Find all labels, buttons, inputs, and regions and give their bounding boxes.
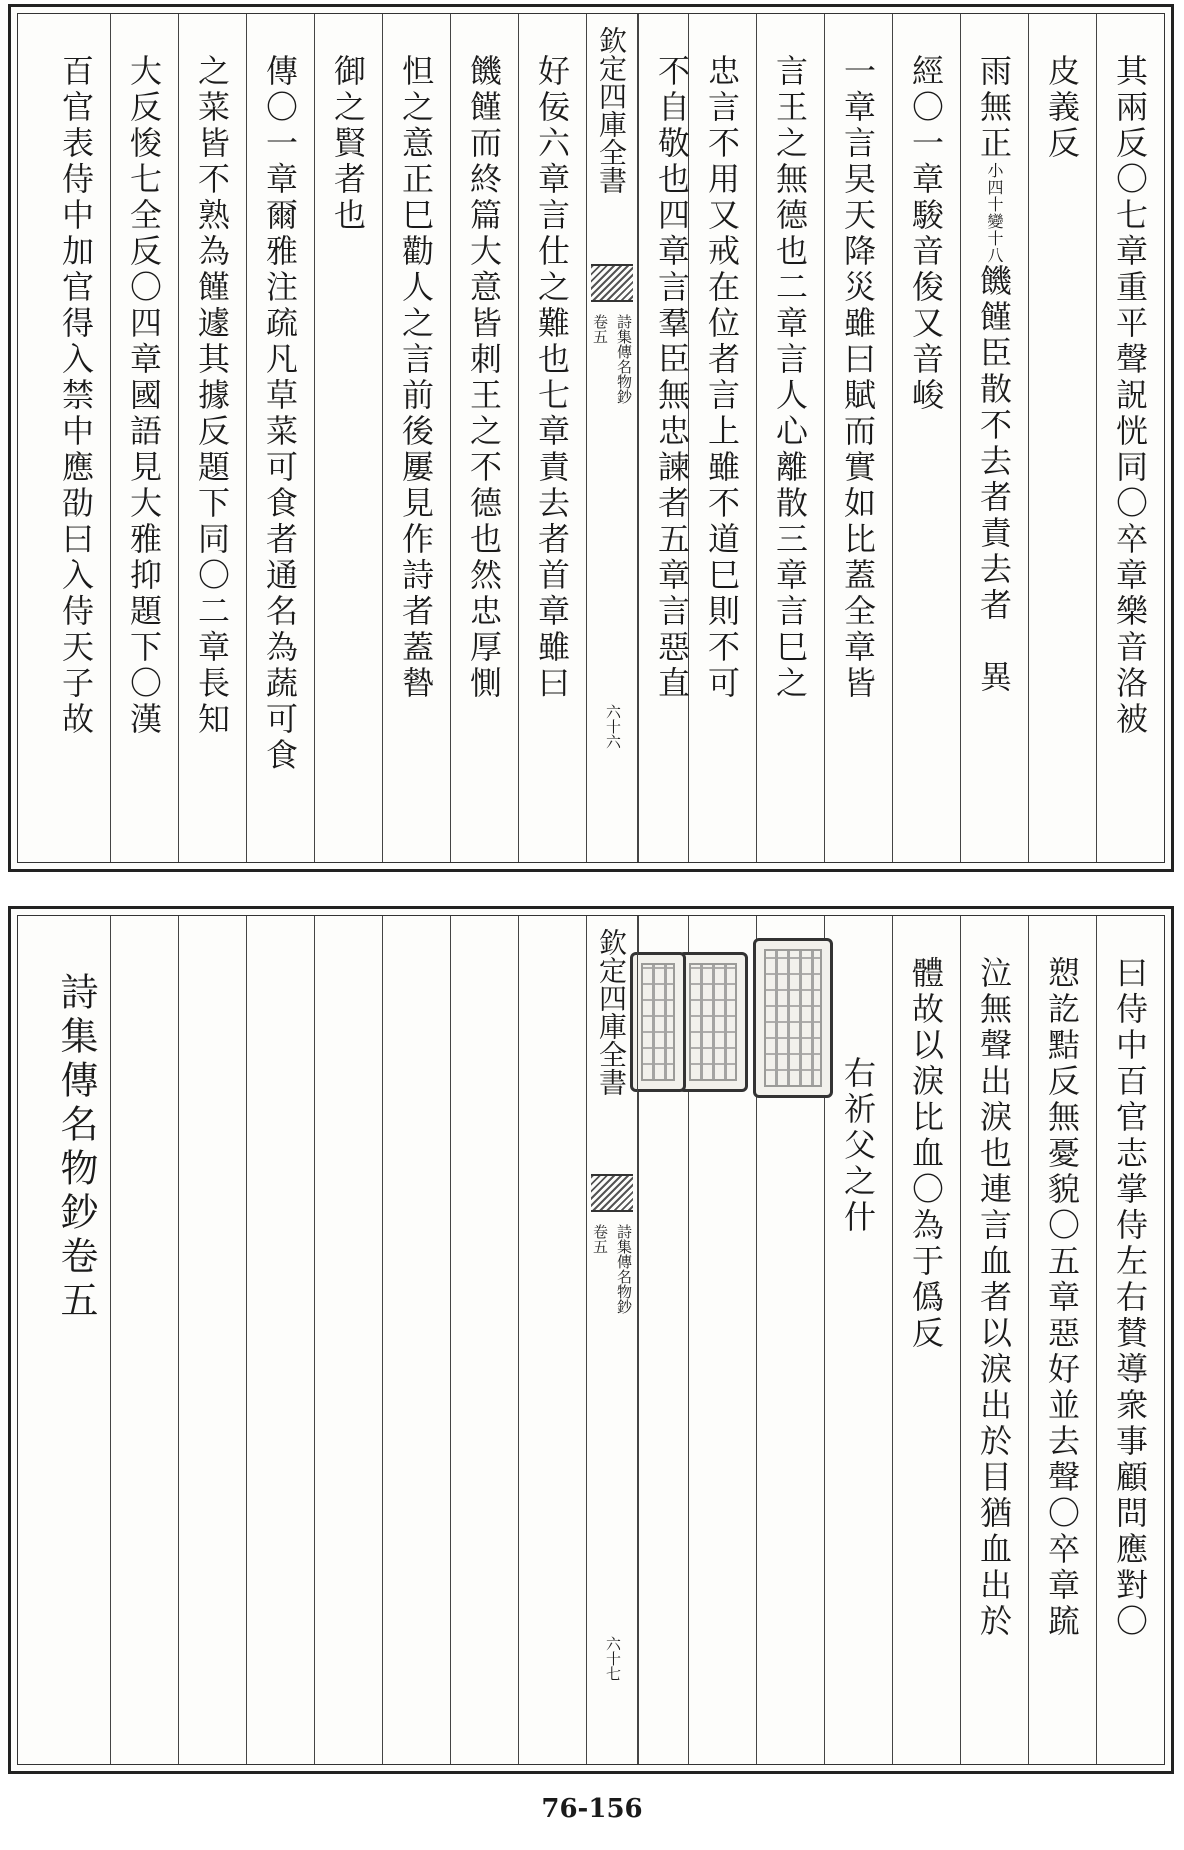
fold-title: 欽定四庫全書 bbox=[595, 928, 628, 1096]
fold-volume: 卷五 bbox=[591, 1224, 609, 1254]
text-column: 言王之無德也二章言人心離散三章言巳之 bbox=[756, 14, 824, 862]
fold-page-number: 六十六 bbox=[604, 704, 622, 749]
empty-column bbox=[178, 916, 246, 1764]
text-column-head: 雨無正 bbox=[975, 54, 1013, 162]
text-column: 御之賢者也 bbox=[314, 14, 382, 862]
center-fold bbox=[586, 14, 638, 862]
text-column: 饑饉而終篇大意皆刺王之不德也然忠厚惻 bbox=[450, 14, 518, 862]
seal-stamp bbox=[630, 952, 686, 1092]
text-column: 怛之意正巳勸人之言前後屢見作詩者蓋暬 bbox=[382, 14, 450, 862]
volume-end-title: 詩集傳名物鈔卷五 bbox=[54, 972, 98, 1324]
empty-column bbox=[450, 916, 518, 1764]
empty-column bbox=[382, 916, 450, 1764]
text-column-tail: 饑饉臣散不去者責去者 異 bbox=[975, 264, 1013, 696]
seal-stamp bbox=[678, 952, 748, 1092]
fold-title: 欽定四庫全書 bbox=[595, 26, 628, 194]
text-column: 忠言不用又戒在位者言上雖不道巳則不可 bbox=[688, 14, 756, 862]
text-column: 不自敬也四章言羣臣無忠諫者五章言惡直 bbox=[638, 14, 706, 862]
fold-page-number: 六十七 bbox=[604, 1636, 622, 1681]
text-column: 曰侍中百官志掌侍左右賛導衆事顧問應對〇 bbox=[1096, 916, 1164, 1764]
text-column: 之菜皆不熟為饉遽其據反題下同〇二章長知 bbox=[178, 14, 246, 862]
fishtail-ornament bbox=[591, 1174, 633, 1212]
bottom-page-frame bbox=[17, 915, 1165, 1765]
text-column: 泣無聲出淚也連言血者以淚出於目猶血出於 bbox=[960, 916, 1028, 1764]
text-column bbox=[960, 14, 1028, 862]
text-column: 經〇一章駿音俊又音峻 bbox=[892, 14, 960, 862]
empty-column bbox=[518, 916, 586, 1764]
fold-volume: 卷五 bbox=[591, 314, 609, 344]
fold-book-title: 詩集傳名物鈔 bbox=[615, 314, 633, 404]
center-fold bbox=[586, 916, 638, 1764]
text-column: 大反悛七全反〇四章國語見大雅抑題下〇漢 bbox=[110, 14, 178, 862]
text-column: 皮義反 bbox=[1028, 14, 1096, 862]
fold-book-title: 詩集傳名物鈔 bbox=[615, 1224, 633, 1314]
fishtail-ornament bbox=[591, 264, 633, 302]
bottom-page bbox=[8, 906, 1174, 1774]
text-column: 傳〇一章爾雅注疏凡草菜可食者通名為蔬可食 bbox=[246, 14, 314, 862]
empty-column bbox=[110, 916, 178, 1764]
empty-column bbox=[246, 916, 314, 1764]
seal-stamp bbox=[753, 938, 833, 1098]
text-column: 百官表侍中加官得入禁中應劭曰入侍天子故 bbox=[57, 54, 95, 738]
small-annotation: 小四十變十八 bbox=[985, 162, 1004, 264]
text-column: 右祈父之什 bbox=[824, 916, 892, 1764]
empty-column bbox=[314, 916, 382, 1764]
page-number: 76-156 bbox=[541, 1794, 643, 1824]
top-page bbox=[8, 4, 1174, 872]
text-column: 一章言旲天降災雖曰賦而實如比蓋全章皆 bbox=[824, 14, 892, 862]
top-page-frame bbox=[17, 13, 1165, 863]
text-column: 其兩反〇七章重平聲詋恍同〇卒章樂音洛被 bbox=[1096, 14, 1164, 862]
text-column: 好佞六章言仕之難也七章責去者首章雖曰 bbox=[518, 14, 586, 862]
text-column: 體故以淚比血〇為于僞反 bbox=[892, 916, 960, 1764]
text-column: 愬訖黠反無憂貌〇五章惡好並去聲〇卒章䟽 bbox=[1028, 916, 1096, 1764]
